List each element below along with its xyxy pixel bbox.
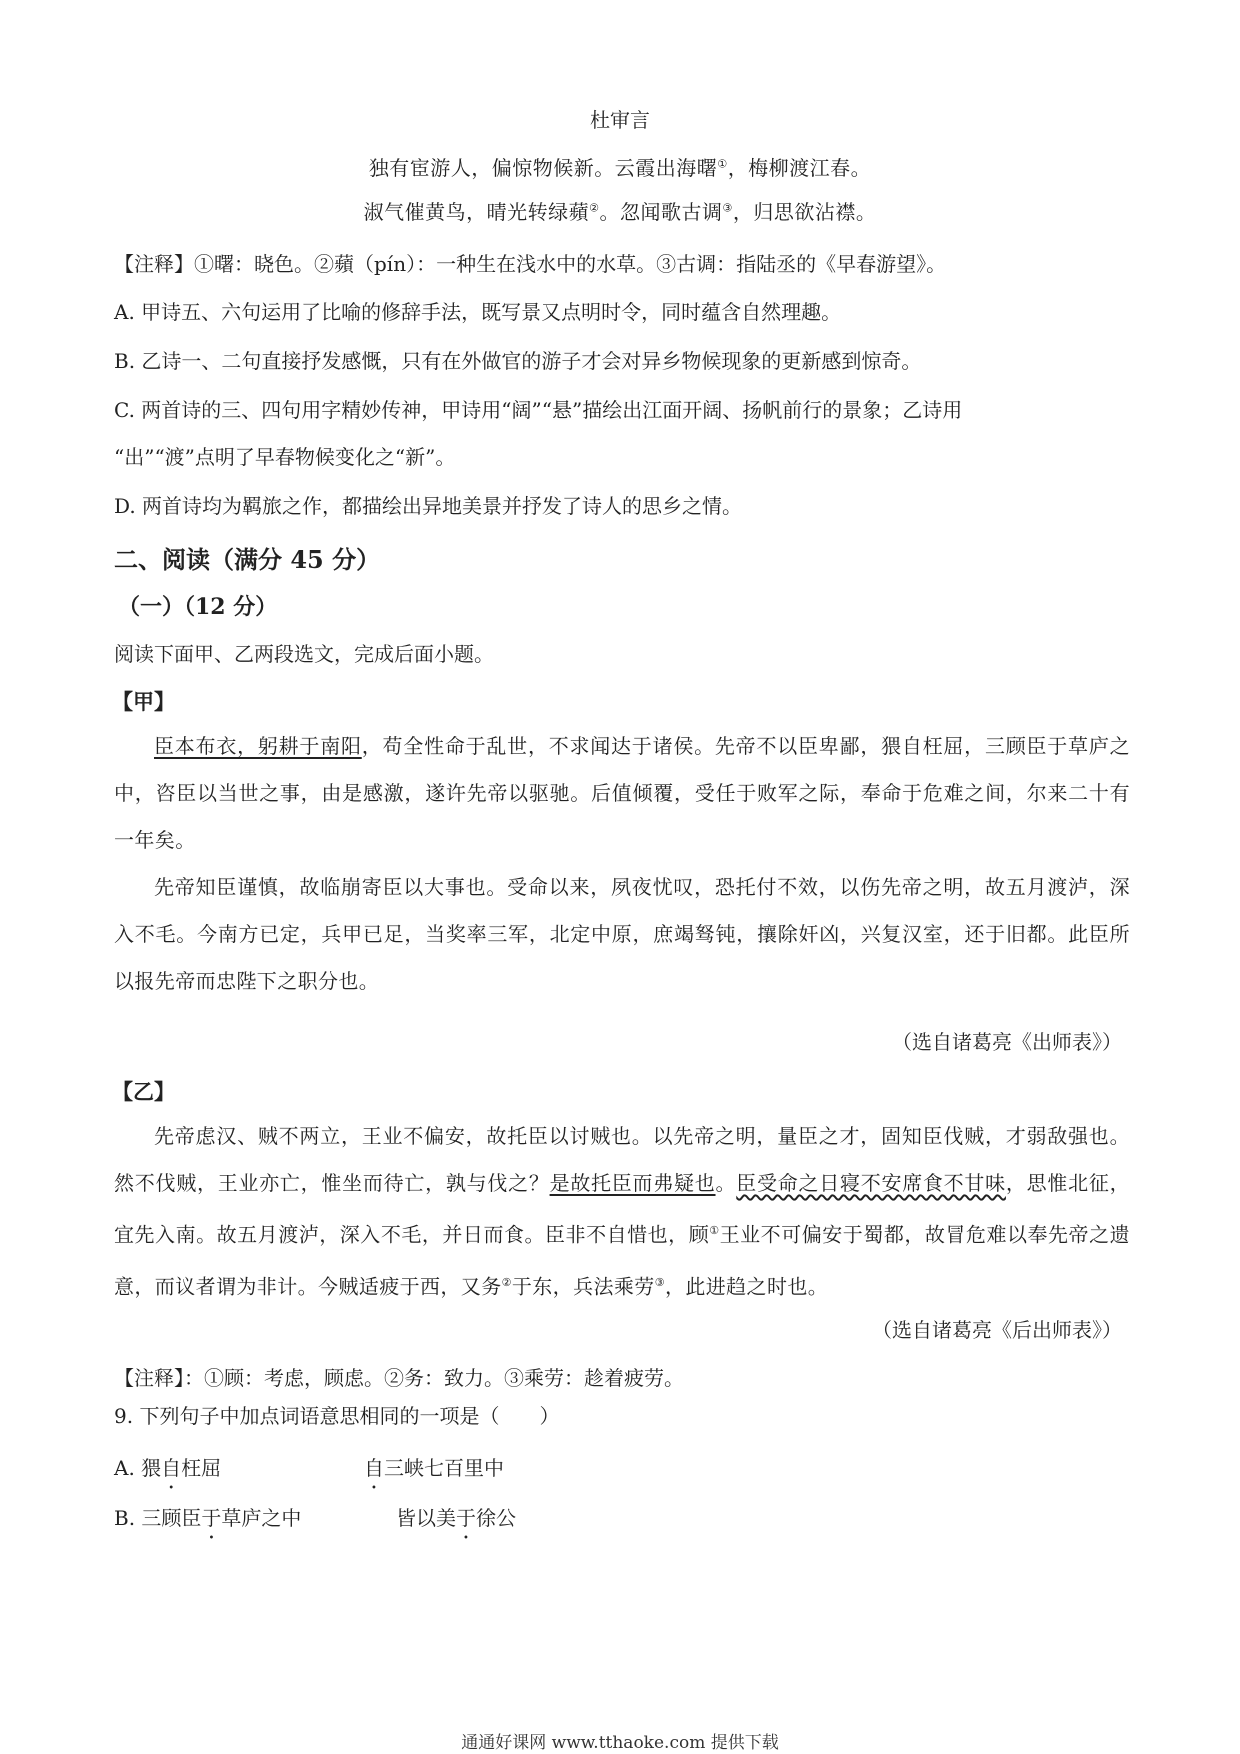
option-c-line-2: “出”“渡”点明了早春物候变化之“新”。 [114,445,456,469]
section-title: 二、阅读（满分 45 分） [114,545,381,574]
poem-line-1: 独有宦游人，偏惊物候新。云霞出海曙①，梅柳渡江春。 [368,156,872,180]
passage-yi-source: （选自诸葛亮《后出师表》） [872,1318,1122,1342]
instruction-text: 阅读下面甲、乙两段选文，完成后面小题。 [114,642,494,666]
passage-yi-paragraph: 先帝虑汉、贼不两立，王业不偏安，故托臣以讨贼也。以先帝之明，量臣之才，固知臣伐贼，才弱敌强也。然不伐贼，王业亦亡，惟坐而待亡，孰与伐之？是故托臣而弗疑也。臣受命之日寝不安席食不甘味，思惟北征，宜先入南。故五月渡泸，深入不毛，并日而食。臣非不自惜也，顾①王业不可偏安于蜀都，故冒危难以奉先帝之遗意，而议者谓为非计。今贼适疲于西，又务②于东，兵法乘劳③，此进趋之时也。 [114,1124,1131,1299]
question-9-stem: 9. 下列句子中加点词语意思相同的一项是（ ） [114,1404,560,1428]
passage-jia-paragraph-1: 臣本布衣，躬耕于南阳，苟全性命于乱世，不求闻达于诸侯。先帝不以臣卑鄙，猥自枉屈，三顾臣于草庐之中，咨臣以当世之事，由是感激，遂许先帝以驱驰。后值倾覆，受任于败军之际，奉命于危难之间，尔来二十有一年矣。 [114,734,1131,852]
option-b: B. 乙诗一、二句直接抒发感慨，只有在外做官的游子才会对异乡物候现象的更新感到惊奇。 [114,349,922,373]
option-c-line-1: C. 两首诗的三、四句用字精妙传神，甲诗用“阔”“悬”描绘出江面开阔、扬帆前行的景象；乙诗用 [114,398,963,422]
page-footer: 通通好课网 www.tthaoke.com 提供下载 [461,1733,779,1753]
question-9-option-a: A. 猥自枉屈 [114,1456,222,1480]
passage-jia-label: 【甲】 [112,689,175,714]
wavy-underlined-sentence: 臣受命之日寝不安席食不甘味 [736,1171,1006,1195]
underlined-sentence: 臣本布衣，躬耕于南阳 [154,734,362,758]
passage-jia-paragraph-2: 先帝知臣谨慎，故临崩寄臣以大事也。受命以来，夙夜忧叹，恐托付不效，以伤先帝之明，故五月渡泸，深入不毛。今南方已定，兵甲已足，当奖率三军，北定中原，庶竭驽钝，攘除奸凶，兴复汉室，还于旧都。此臣所以报先帝而忠陛下之职分也。 [114,875,1130,993]
dotted-word: 于 [456,1506,476,1530]
question-9-option-a-pair: 自三峡七百里中 [364,1456,504,1480]
passage-note: 【注释】：①顾：考虑，顾虑。②务：致力。③乘劳：趁着疲劳。 [114,1366,684,1390]
dotted-word: 自 [161,1456,182,1480]
option-a: A. 甲诗五、六句运用了比喻的修辞手法，既写景又点明时令，同时蕴含自然理趣。 [114,300,842,324]
passage-yi-label: 【乙】 [112,1079,175,1104]
dotted-word: 自 [364,1456,384,1480]
subsection-title: （一）（12 分） [118,594,278,620]
question-9-option-b: B. 三顾臣于草庐之中 [114,1506,302,1530]
poem-note: 【注释】①曙：晓色。②蘋（pín）：一种生在浅水中的水草。③古调：指陆丞的《早春游望》。 [114,252,947,276]
poem-line-2: 淑气催黄鸟，晴光转绿蘋②。忽闻歌古调③，归思欲沾襟。 [363,200,877,224]
option-d: D. 两首诗均为羁旅之作，都描绘出异地美景并抒发了诗人的思乡之情。 [114,494,743,518]
dotted-word: 于 [201,1506,222,1530]
question-9-option-b-pair: 皆以美于徐公 [396,1506,516,1530]
underlined-sentence: 是故托臣而弗疑也 [549,1171,716,1195]
passage-jia-source: （选自诸葛亮《出师表》） [892,1030,1122,1054]
poem-author: 杜审言 [590,108,650,132]
